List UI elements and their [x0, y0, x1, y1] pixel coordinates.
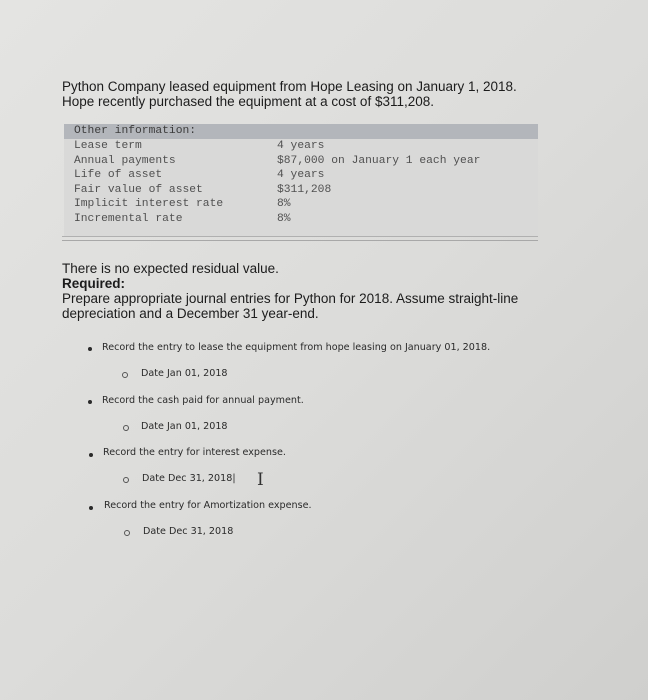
sub-bullet-icon — [123, 477, 129, 483]
bullet-icon — [89, 506, 93, 510]
intro-text — [62, 79, 517, 109]
table-row — [64, 139, 538, 154]
row-label: Annual payments — [74, 154, 176, 167]
required-heading: Required: — [62, 276, 126, 291]
table-row — [64, 183, 538, 198]
row-value: $87,000 on January 1 each year — [277, 154, 481, 167]
task-date: Date Jan 01, 2018 — [141, 368, 228, 379]
prepare-line-2: depreciation and a December 31 year-end. — [62, 306, 319, 321]
text-cursor-icon: I — [257, 470, 264, 490]
other-information-table — [64, 124, 538, 236]
intro-line-1: Python Company leased equipment from Hope Leasing on January 1, 2018. — [62, 79, 517, 94]
row-label: Implicit interest rate — [74, 198, 224, 210]
bullet-icon — [88, 400, 92, 404]
row-value: 8% — [277, 212, 291, 225]
row-label: Incremental rate — [74, 212, 183, 225]
task-item: Record the entry for interest expense. — [103, 447, 286, 458]
table-divider — [62, 236, 538, 241]
bullet-icon — [89, 453, 93, 457]
table-header: Other information: — [64, 124, 538, 139]
instructions — [62, 261, 518, 321]
task-date: Date Dec 31, 2018 — [143, 526, 234, 537]
row-label: Life of asset — [74, 169, 163, 181]
residual-note: There is no expected residual value. — [62, 261, 279, 276]
table-row — [64, 212, 538, 227]
task-item: Record the entry for Amortization expense. — [104, 500, 312, 511]
table-row — [64, 197, 538, 212]
intro-line-2: Hope recently purchased the equipment at a cost of $311,208. — [62, 94, 434, 109]
task-item: Record the cash paid for annual payment. — [102, 395, 304, 406]
row-value: 4 years — [277, 169, 325, 181]
row-value: 4 years — [277, 140, 325, 152]
sub-bullet-icon — [122, 372, 128, 378]
prepare-line-1: Prepare appropriate journal entries for Python for 2018. Assume straight-line — [62, 291, 519, 306]
sub-bullet-icon — [123, 425, 129, 431]
row-value: 8% — [277, 198, 291, 210]
table-row — [64, 154, 538, 169]
task-date[interactable]: Date Dec 31, 2018| — [142, 473, 236, 484]
task-date: Date Jan 01, 2018 — [141, 421, 228, 432]
row-label: Lease term — [74, 140, 142, 152]
row-value: $311,208 — [277, 183, 332, 196]
sub-bullet-icon — [124, 530, 130, 536]
table-row — [64, 168, 538, 183]
row-label: Fair value of asset — [74, 183, 203, 196]
task-item: Record the entry to lease the equipment from hope leasing on January 01, 2018. — [102, 342, 491, 353]
bullet-icon — [88, 347, 92, 351]
